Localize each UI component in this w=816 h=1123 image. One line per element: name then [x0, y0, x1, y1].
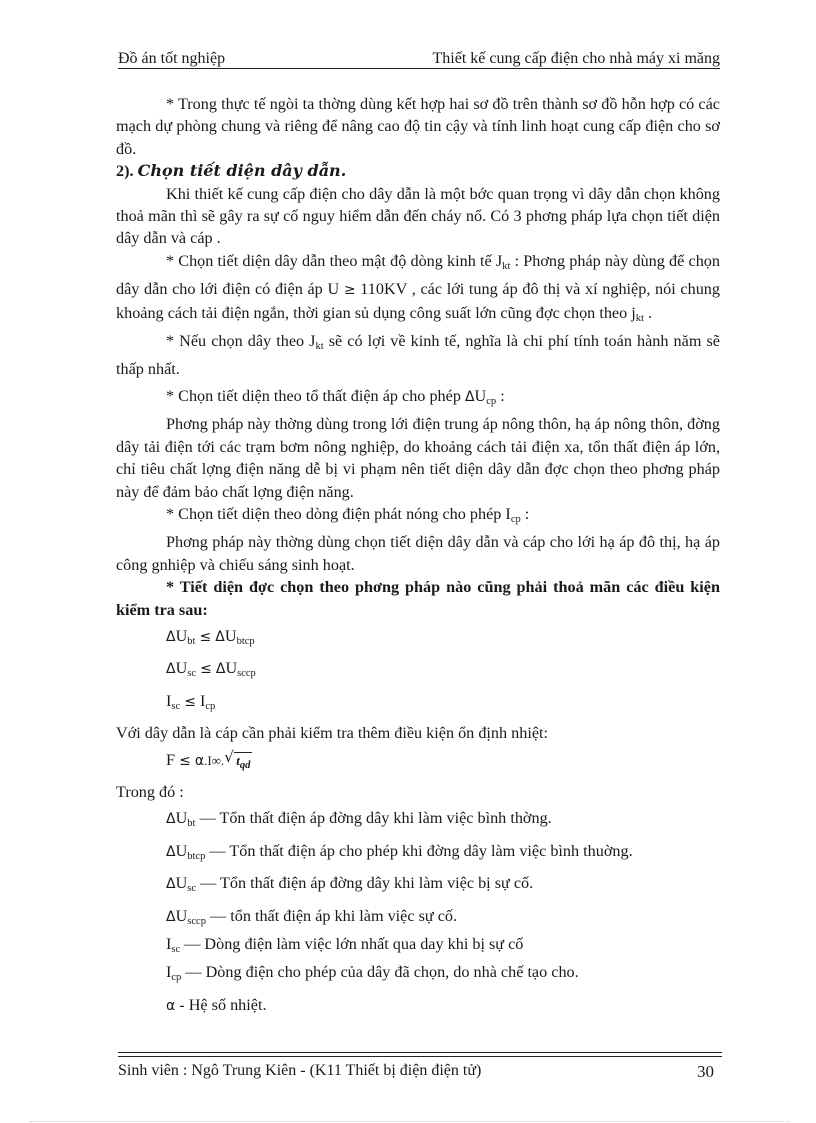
definition-dubt: $\Delta U_{bt}$ — Tổn thất điện áp đờng dây khi làm việc bình thờng.: [166, 809, 552, 830]
footer-rule-top: [118, 1052, 722, 1053]
definition-alpha: α - Hệ số nhiệt.: [166, 995, 267, 1014]
paragraph-voltage-loss: * Chọn tiết diện theo tổ thất điện áp cho phép $\Delta U_{cp}$ :: [166, 386, 505, 407]
definition-dusc: $\Delta U_{sc}$ — Tổn thất điện áp đờng dây khi làm việc bị sự cố.: [166, 874, 534, 895]
paragraph-heating-current: * Chọn tiết diện theo dòng điện phát nóng cho phép $I_{cp}$ :: [166, 504, 530, 525]
paragraph-economic-benefit: * Nếu chọn dây theo $J_{kt}$ sẽ có lợi về kinh tế, nghĩa là chi phí tính toán hành năm sẽ thấp nhất.: [116, 332, 720, 379]
page-edge: [30, 1121, 790, 1122]
definition-dusccp: $\Delta U_{sccp}$ — tổn thất điện áp khi làm việc sự cố.: [166, 906, 458, 927]
page-body: [116, 93, 720, 1017]
footer-rule-bottom: [118, 1056, 722, 1057]
paragraph-rural-grid: Phơng pháp này thờng dùng trong lới điện trung áp nông thôn, hạ áp nông thôn, đờng dây tải điện tới các trạm bơm nông nghiệp, do khoảng cách tải điện xa, tổn thất điện áp lớn, chỉ tiêu chất lợng điện năng dễ bị vi phạm nên tiết diện dây dẫn đợc chọn theo phơng pháp này để đảm bảo chất lợng điện năng.: [116, 415, 720, 501]
paragraph-conditions: * Tiết diện đợc chọn theo phơng pháp nào cũng phải thoả mãn các điều kiện kiểm tra sau:: [116, 578, 720, 619]
definition-dubtcp: $\Delta U_{btcp}$ — Tổn thất điện áp cho phép khi đờng dây làm việc bình thuờng.: [166, 841, 633, 862]
formula-1: $\Delta U_{bt} \le \Delta U_{btcp}$: [166, 626, 255, 647]
definition-isc: $I_{sc}$ — Dòng điện làm việc lớn nhất qua day khi bị sự cố: [166, 935, 524, 955]
paragraph-where: Trong đó :: [116, 782, 184, 801]
page-header: [118, 50, 720, 70]
section-title: Chọn tiết diện dây dẫn.: [137, 161, 347, 181]
sqrt-symbol: √ $t_{qd}$: [224, 747, 251, 771]
formula-3: $I_{sc} \le I_{cp}$: [166, 691, 216, 712]
page-number: 30: [697, 1062, 714, 1081]
section-heading: [116, 160, 720, 182]
header-right: Thiết kế cung cấp điện cho nhà máy xi măng: [432, 50, 720, 67]
paragraph-economic-density: * Chọn tiết diện dây dẫn theo mật độ dòng kinh tế $J_{kt}$ : Phơng pháp này dùng để chọn dây dẫn cho lới điện có điện áp U ≥ 110KV , các lới tung áp đô thị và xí nghiệp, nói chung khoảng cách tải điện ngắn, thời gian sủ dụng công suất lớn cũng đợc chọn theo $j_{kt}$ .: [116, 251, 720, 324]
formula-2: $\Delta U_{sc} \le \Delta U_{sccp}$: [166, 659, 256, 680]
formula-thermal: F ≤ α.I∞. √ $t_{qd}$: [116, 749, 720, 777]
paragraph-intro: Khi thiết kế cung cấp điện cho dây dẫn là một bớc quan trọng vì dây dẫn chọn không thoả mãn thì sẽ gây ra sự cố nguy hiểm dẫn đến cháy nổ. Có 3 phơng pháp lựa chọn tiết diện dây dẫn và cáp .: [116, 184, 720, 248]
footer-author: Sinh viên : Ngô Trung Kiên - (K11 Thiết bị điện điện tử): [118, 1062, 482, 1079]
definition-icp: $I_{cp}$ — Dòng điện cho phép của dây đã chọn, do nhà chế tạo cho.: [166, 963, 579, 984]
paragraph-mixed-scheme: * Trong thực tế ngòi ta thờng dùng kết hợp hai sơ đồ trên thành sơ đồ hỗn hợp có các mạch dự phòng chung và riêng để nâng cao độ tin cậy và tính linh hoạt cung cấp điện cho sơ đồ.: [116, 95, 720, 158]
paragraph-cable-thermal: Với dây dẫn là cáp cần phải kiểm tra thêm điều kiện ổn định nhiệt:: [116, 724, 549, 743]
paragraph-urban-grid: Phơng pháp này thờng dùng chọn tiết diện dây dẫn và cáp cho lới hạ áp đô thị, hạ áp công gnhiệp và chiếu sáng sinh hoạt.: [116, 533, 720, 574]
header-left: Đồ án tốt nghiệp: [118, 50, 226, 67]
section-number: 2).: [116, 162, 134, 181]
header-rule: [118, 68, 720, 69]
